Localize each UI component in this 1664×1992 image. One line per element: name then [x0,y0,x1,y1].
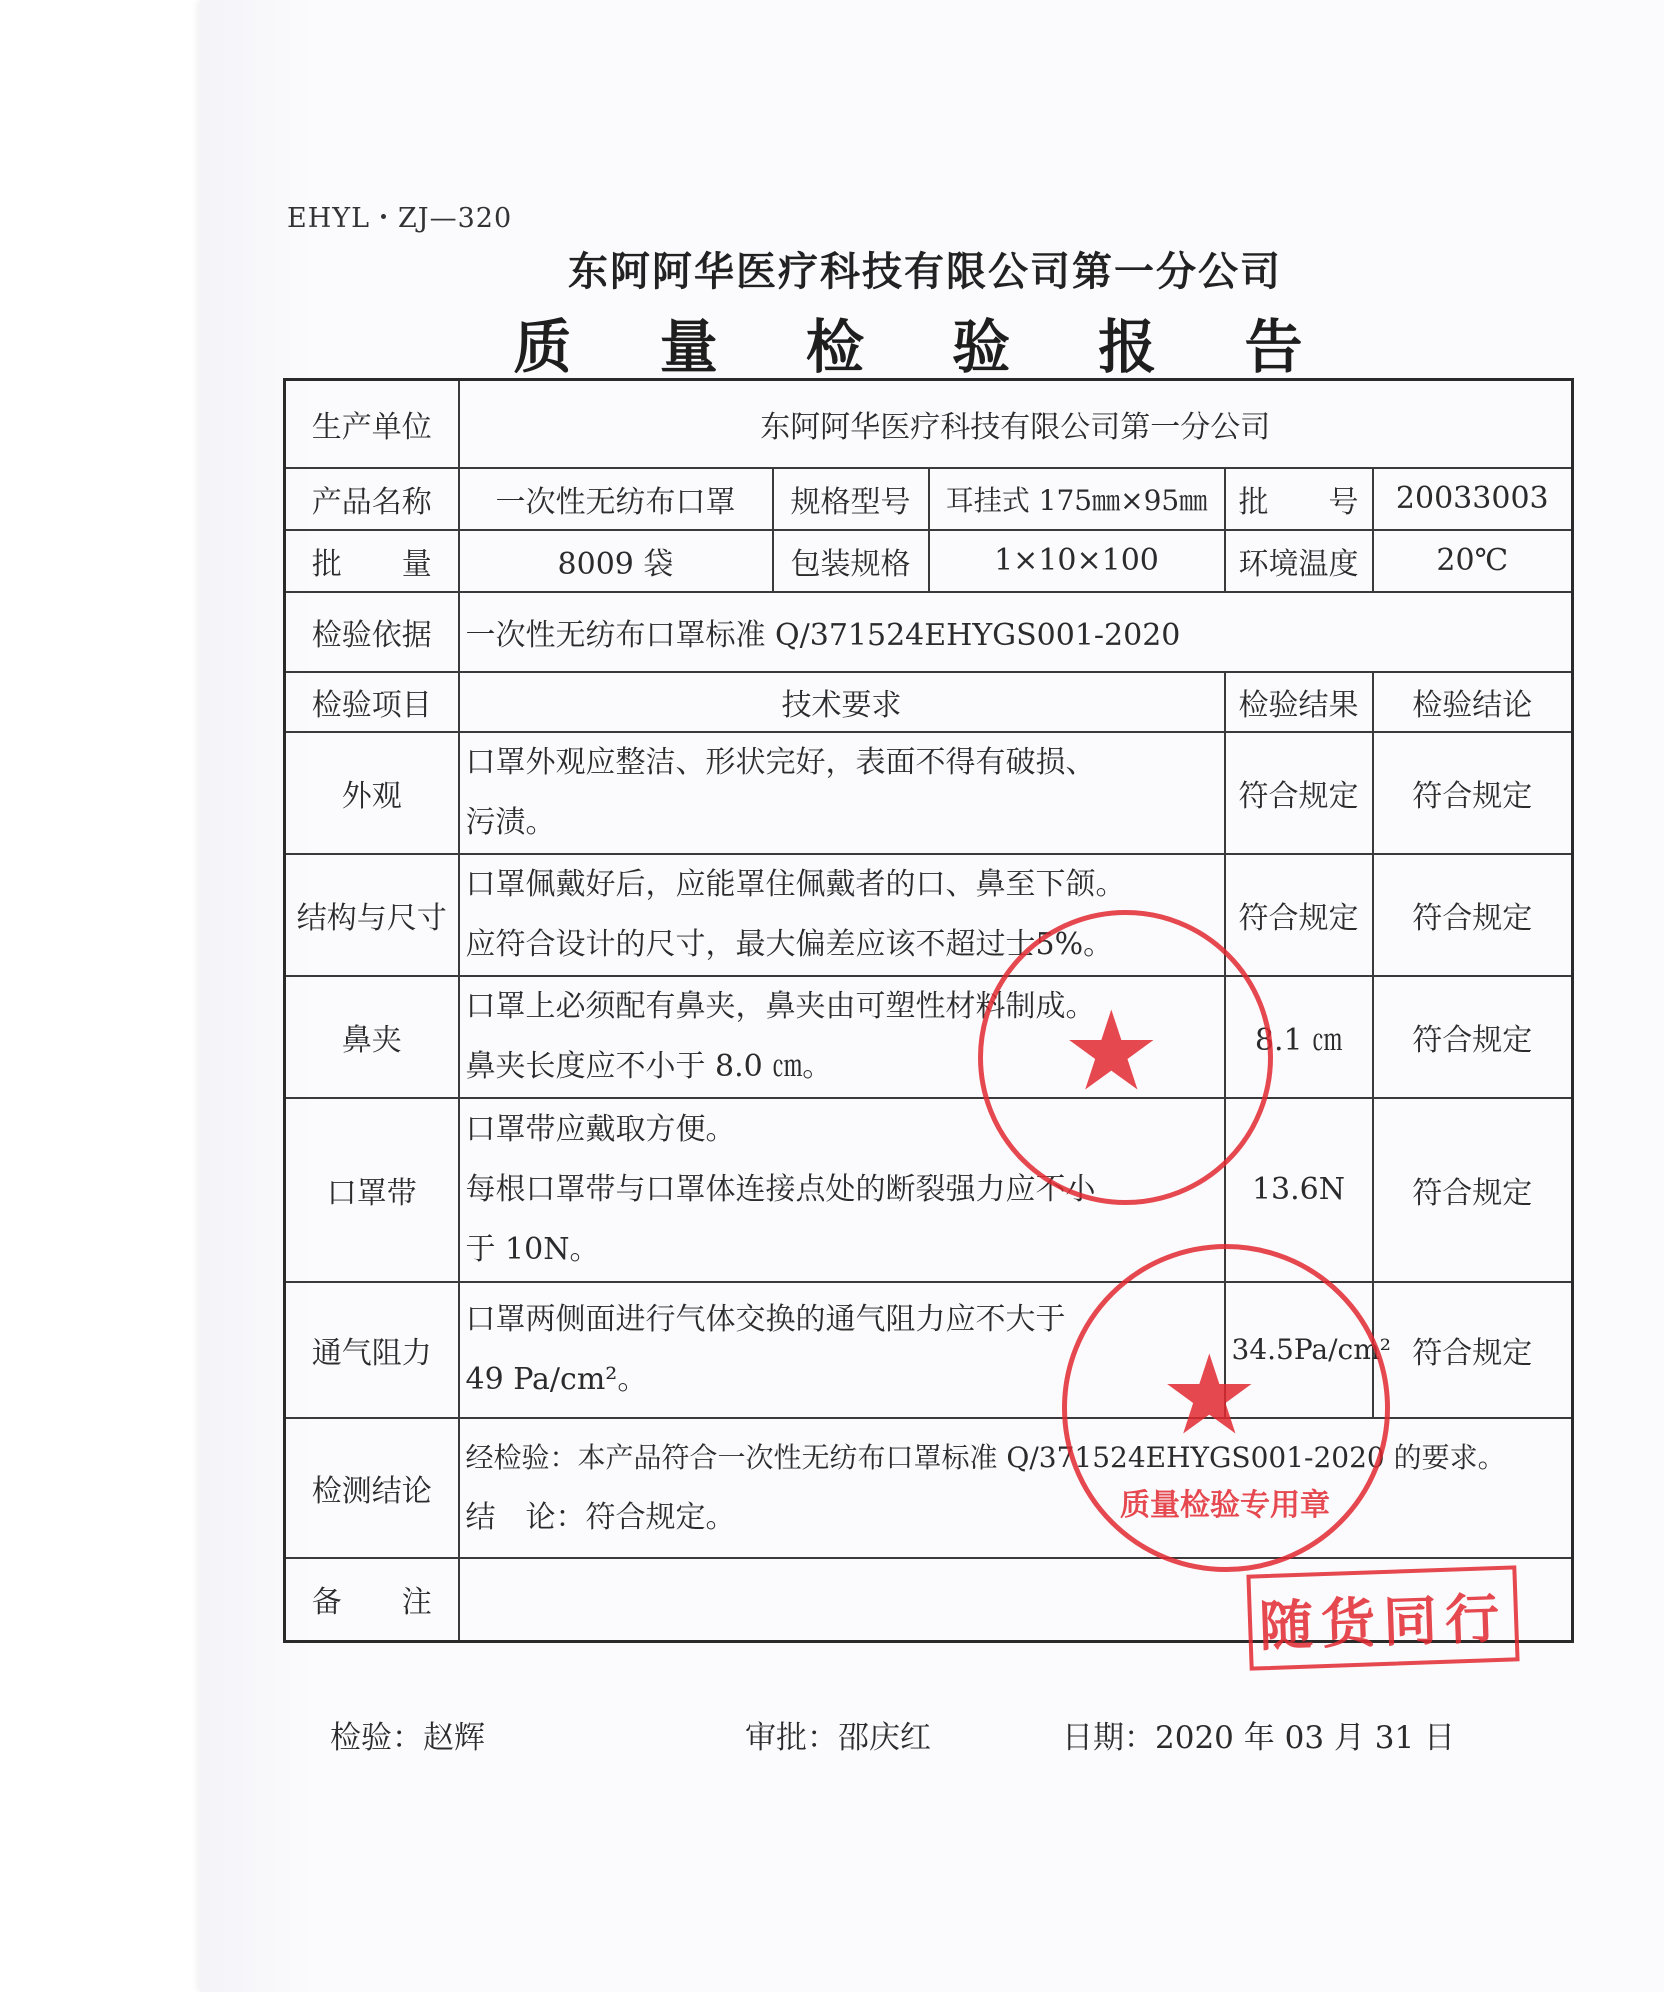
batch-qty-label: 批 量 [285,530,459,592]
requirement-line: 口罩佩戴好后，应能罩住佩戴者的口、鼻至下颌。 [465,866,1126,902]
requirement-line: 每根口罩带与口罩体连接点处的断裂强力应不小 [465,1171,1096,1207]
table-row [285,976,1573,1098]
item-conclusion: 符合规定 [1373,732,1573,854]
requirement-line: 鼻夹长度应不小于 8.0 ㎝。 [465,1048,833,1084]
requirement-line: 口罩两侧面进行气体交换的通气阻力应不大于 [465,1301,1066,1337]
temp-label: 环境温度 [1225,530,1373,592]
item-result: 13.6N [1225,1098,1373,1282]
item-name: 结构与尺寸 [285,854,459,976]
item-name: 口罩带 [285,1098,459,1282]
header-conclusion: 检验结论 [1373,672,1573,732]
spec-label: 规格型号 [773,468,929,530]
header-result: 检验结果 [1225,672,1373,732]
item-requirement [459,732,1225,854]
requirement-line: 口罩外观应整洁、形状完好，表面不得有破损、 [465,744,1096,780]
final-line: 经检验：本产品符合一次性无纺布口罩标准 Q/371524EHYGS001-2020 的要求。 [465,1440,1506,1474]
final-line: 结 论：符合规定。 [465,1499,736,1535]
seal-star-icon: ★ [1160,1331,1259,1459]
approver-signature: 审批：邵庆红 [745,1720,931,1756]
table-row [285,732,1573,854]
spec-value: 耳挂式 175㎜×95㎜ [929,468,1225,530]
batch-row [285,530,1573,592]
product-value: 一次性无纺布口罩 [459,468,773,530]
seal-star-icon: ★ [1062,987,1161,1115]
item-conclusion: 符合规定 [1373,1282,1573,1418]
item-name: 通气阻力 [285,1282,459,1418]
item-result: 符合规定 [1225,854,1373,976]
product-row [285,468,1573,530]
producer-label: 生产单位 [285,380,459,468]
item-conclusion: 符合规定 [1373,854,1573,976]
batch-no-label: 批 号 [1225,468,1373,530]
inspector-signature: 检验：赵辉 [330,1720,485,1756]
batch-qty-value: 8009 袋 [459,530,773,592]
temp-value: 20℃ [1373,530,1573,592]
shipment-stamp-text: 随货同行 [1258,1585,1509,1658]
requirement-line: 于 10N。 [465,1231,600,1267]
basis-label: 检验依据 [285,592,459,672]
item-conclusion: 符合规定 [1373,1098,1573,1282]
table-row [285,1098,1573,1282]
header-requirement: 技术要求 [459,672,1225,732]
requirement-line: 49 Pa/cm²。 [465,1361,648,1397]
document-code: EHYL・ZJ—320 [287,203,513,234]
item-conclusion: 符合规定 [1373,976,1573,1098]
item-name: 鼻夹 [285,976,459,1098]
table-row [285,854,1573,976]
header-row [285,672,1573,732]
company-heading: 东阿阿华医疗科技有限公司第一分公司 [568,248,1282,295]
header-item: 检验项目 [285,672,459,732]
final-text [459,1418,1573,1558]
item-name: 外观 [285,732,459,854]
requirement-line: 口罩上必须配有鼻夹，鼻夹由可塑性材料制成。 [465,988,1096,1024]
package-value: 1×10×100 [929,530,1225,592]
producer-row [285,380,1573,468]
item-result: 34.5Pa/cm² [1225,1282,1373,1418]
quality-seal-text: 质量检验专用章 [1120,1488,1330,1523]
product-label: 产品名称 [285,468,459,530]
item-result: 符合规定 [1225,732,1373,854]
requirement-line: 口罩带应戴取方便。 [465,1111,736,1147]
report-date: 日期：2020 年 03 月 31 日 [1062,1720,1456,1756]
requirement-line: 污渍。 [465,804,556,840]
package-label: 包装规格 [773,530,929,592]
item-result: 8.1 ㎝ [1225,976,1373,1098]
final-label: 检测结论 [285,1418,459,1558]
requirement-line: 应符合设计的尺寸，最大偏差应该不超过士5%。 [465,926,1114,962]
basis-value: 一次性无纺布口罩标准 Q/371524EHYGS001-2020 [459,592,1573,672]
remark-label: 备 注 [285,1558,459,1642]
shipment-stamp [1246,1565,1519,1670]
report-title: 质 量 检 验 报 告 [513,313,1337,381]
producer-value: 东阿阿华医疗科技有限公司第一分公司 [459,380,1573,468]
batch-no-value: 20033003 [1373,468,1573,530]
basis-row [285,592,1573,672]
